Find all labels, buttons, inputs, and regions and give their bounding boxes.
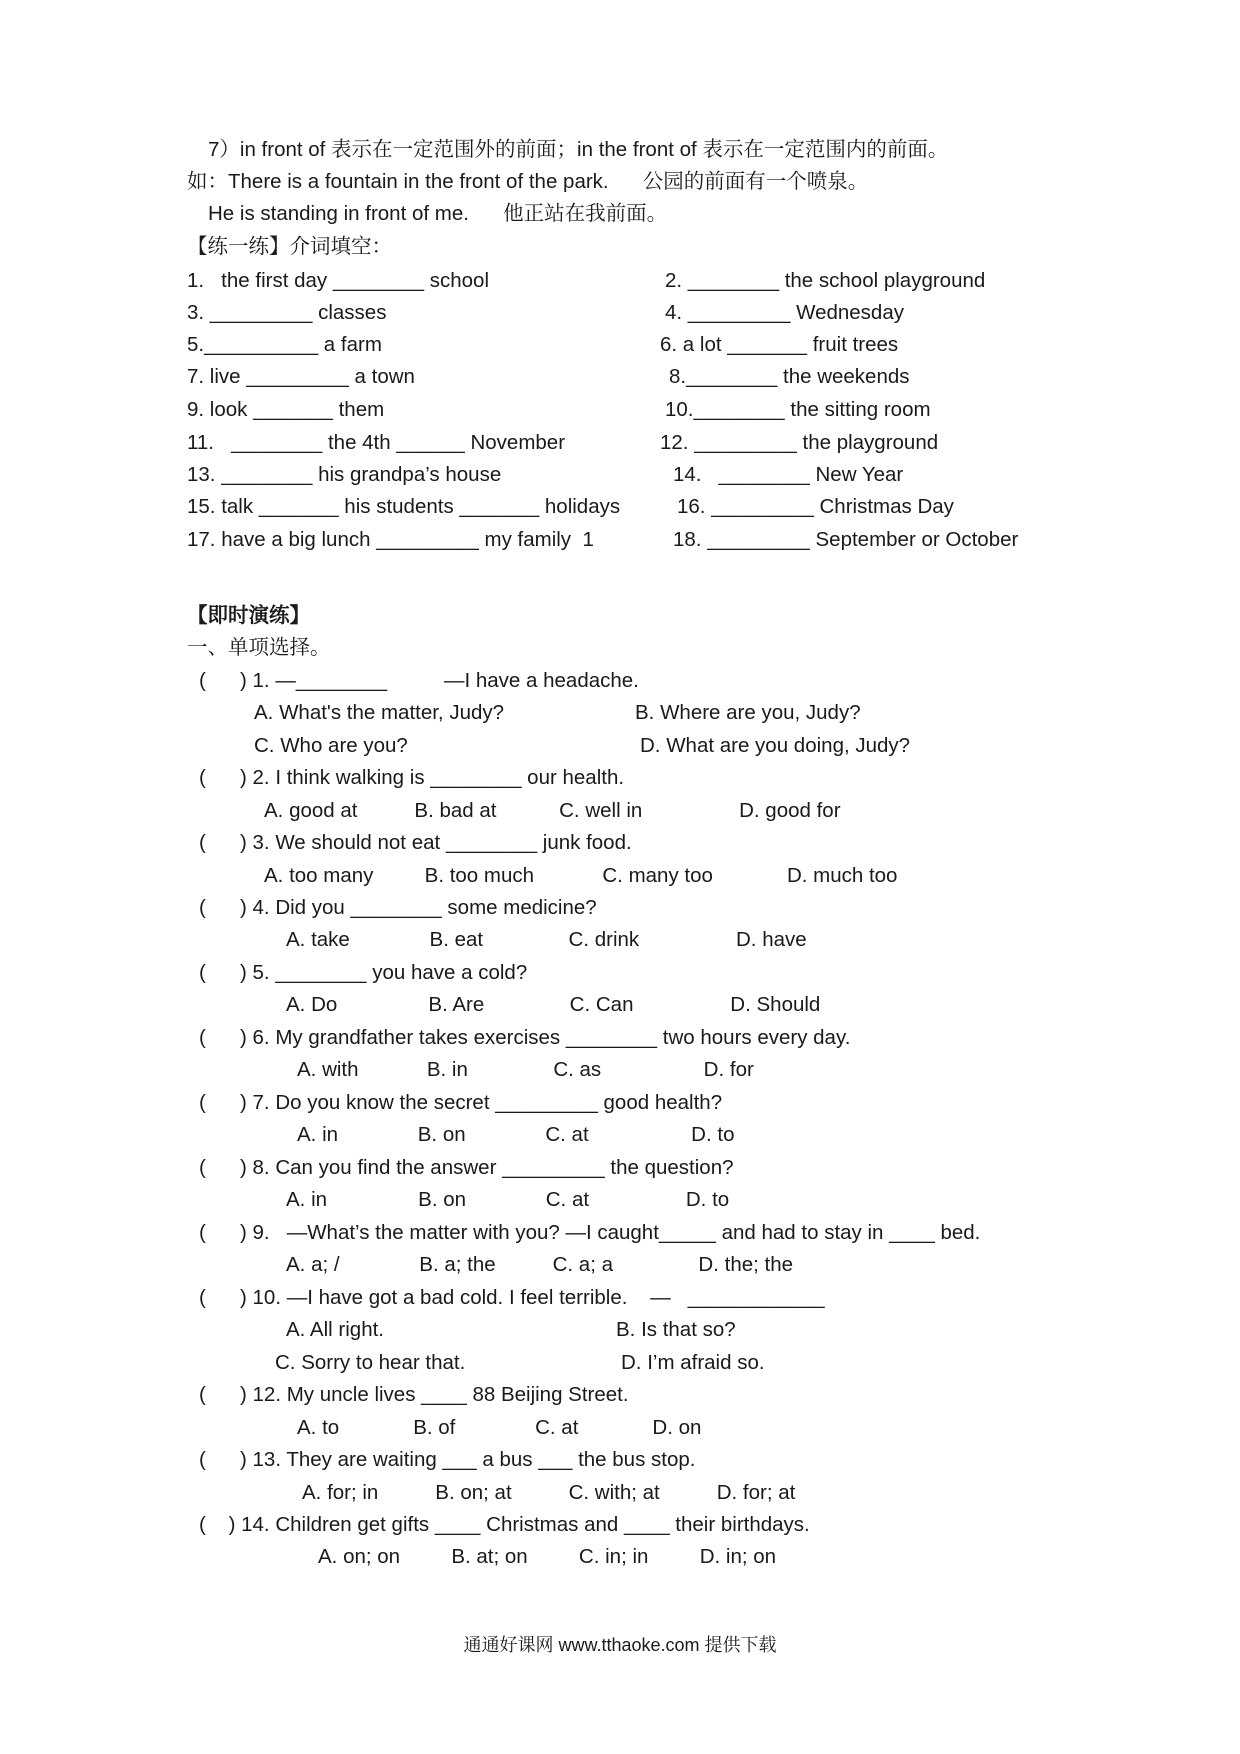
options-row: A. in B. on C. at D. to xyxy=(286,1188,730,1211)
question-13: ( ) 13. They are waiting ___ a bus ___ the bus stop. xyxy=(199,1448,696,1471)
option: D. I’m afraid so. xyxy=(621,1351,765,1374)
question-1: ( ) 1. —________ —I have a headache. xyxy=(199,669,639,692)
option: C. Who are you? xyxy=(254,734,408,757)
options-row: A. in B. on C. at D. to xyxy=(297,1123,735,1146)
question-8: ( ) 8. Can you find the answer _________ the question? xyxy=(199,1156,734,1179)
practice-item: 16. _________ Christmas Day xyxy=(677,495,954,518)
options-row: A. with B. in C. as D. for xyxy=(297,1058,754,1081)
option: D. What are you doing, Judy? xyxy=(640,734,911,757)
question-12: ( ) 12. My uncle lives ____ 88 Beijing Street. xyxy=(199,1383,629,1406)
question-4: ( ) 4. Did you ________ some medicine? xyxy=(199,896,597,919)
practice-item: 8.________ the weekends xyxy=(669,365,910,388)
option: A. What's the matter, Judy? xyxy=(254,701,505,724)
options-row: A. Do B. Are C. Can D. Should xyxy=(286,993,821,1016)
options-row: A. a; / B. a; the C. a; a D. the; the xyxy=(286,1253,794,1276)
question-9: ( ) 9. —What’s the matter with you? —I caught_____ and had to stay in ____ bed. xyxy=(199,1221,981,1244)
example-2-text: He is standing in front of me. 他正站在我前面。 xyxy=(208,202,668,225)
practice-item: 5.__________ a farm xyxy=(187,333,382,356)
practice-item: 15. talk _______ his students _______ holidays xyxy=(187,495,621,518)
question-2: ( ) 2. I think walking is ________ our health. xyxy=(199,766,625,789)
practice-item: 14. ________ New Year xyxy=(673,463,904,486)
footer-credit: 通通好课网 www.tthaoke.com 提供下载 xyxy=(463,1635,777,1655)
practice-item: 9. look _______ them xyxy=(187,398,385,421)
question-5: ( ) 5. ________ you have a cold? xyxy=(199,961,528,984)
practice-item: 4. _________ Wednesday xyxy=(665,301,904,324)
option: B. Where are you, Judy? xyxy=(635,701,861,724)
practice-item: 17. have a big lunch _________ my family 1 xyxy=(187,528,594,551)
practice-item: 12. _________ the playground xyxy=(660,431,939,454)
practice-item: 6. a lot _______ fruit trees xyxy=(660,333,899,356)
practice-item: 18. _________ September or October xyxy=(673,528,1019,551)
practice-item: 1. the first day ________ school xyxy=(187,269,490,292)
practice-item: 3. _________ classes xyxy=(187,301,387,324)
practice-item: 10.________ the sitting room xyxy=(665,398,931,421)
rule-7-text: 7）in front of 表示在一定范围外的前面；in the front of 表示在一定范围内的前面。 xyxy=(208,138,949,161)
options-row: A. too many B. too much C. many too D. much too xyxy=(264,864,898,887)
option: A. All right. xyxy=(286,1318,384,1341)
question-10: ( ) 10. —I have got a bad cold. I feel terrible. — ____________ xyxy=(199,1286,825,1309)
options-row: A. for; in B. on; at C. with; at D. for; at xyxy=(302,1481,796,1504)
section-heading: 一、单项选择。 xyxy=(187,636,331,659)
options-row: A. on; on B. at; on C. in; in D. in; on xyxy=(318,1545,777,1568)
practice-item: 7. live _________ a town xyxy=(187,365,415,388)
practice-item: 2. ________ the school playground xyxy=(665,269,986,292)
option: B. Is that so? xyxy=(616,1318,736,1341)
practice-heading: 【练一练】介词填空： xyxy=(187,235,392,258)
example-1-text: 如：There is a fountain in the front of the park. 公园的前面有一个喷泉。 xyxy=(187,170,869,193)
practice-item: 13. ________ his grandpa’s house xyxy=(187,463,502,486)
options-row: A. good at B. bad at C. well in D. good for xyxy=(264,799,841,822)
drill-heading: 【即时演练】 xyxy=(187,604,310,627)
practice-item: 11. ________ the 4th ______ November xyxy=(187,431,566,454)
option: C. Sorry to hear that. xyxy=(275,1351,466,1374)
options-row: A. to B. of C. at D. on xyxy=(297,1416,702,1439)
question-7: ( ) 7. Do you know the secret _________ good health? xyxy=(199,1091,723,1114)
question-6: ( ) 6. My grandfather takes exercises ________ two hours every day. xyxy=(199,1026,851,1049)
question-14: ( ) 14. Children get gifts ____ Christmas and ____ their birthdays. xyxy=(199,1513,810,1536)
options-row: A. take B. eat C. drink D. have xyxy=(286,928,807,951)
question-3: ( ) 3. We should not eat ________ junk food. xyxy=(199,831,632,854)
